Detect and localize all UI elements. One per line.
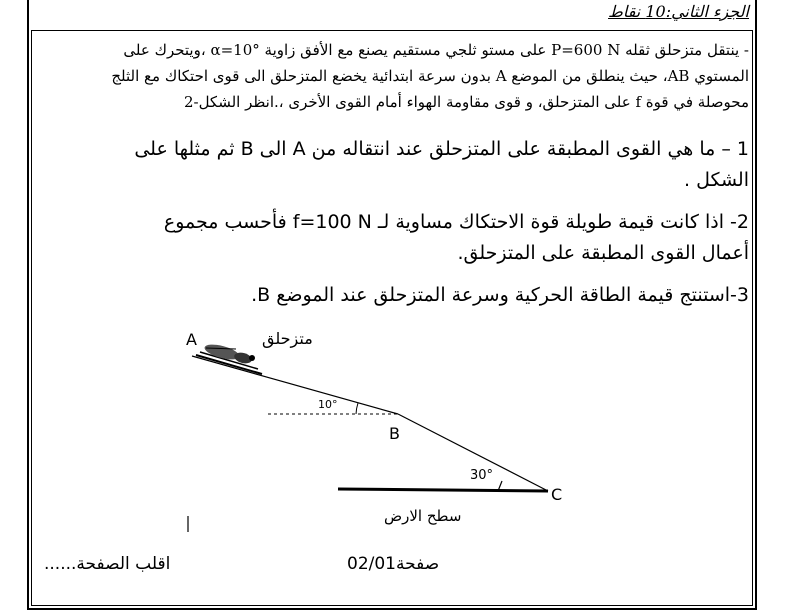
skier-icon: [196, 342, 262, 374]
angle-bc-label: 30°: [470, 468, 494, 483]
question-2-line-2: أعمال القوى المطبقة على المتزحلق.: [457, 242, 749, 264]
skier-label: متزحلق: [262, 329, 313, 348]
question-1-line-1: 1 – ما هي القوى المطبقة على المتزحلق عند انتقاله من A الى B ثم مثلها على: [134, 138, 749, 160]
point-a-label: A: [186, 330, 197, 349]
turn-page-note: اقلب الصفحة......: [44, 554, 171, 574]
angle-ab-label: 10°: [318, 398, 338, 411]
section-title-points: 10 نقاط: [608, 2, 666, 21]
ground-line: [338, 489, 548, 491]
angle-arc-ab: [356, 403, 358, 414]
point-c-label: C: [551, 485, 563, 504]
section-title-part: الجزء الثاني:: [665, 2, 749, 21]
ground-label: سطح الارض: [384, 507, 462, 525]
question-3: 3-استنتج قيمة الطاقة الحركية وسرعة المتزحلق عند الموضع B.: [251, 284, 749, 306]
point-b-label: B: [389, 424, 400, 443]
intro-line-2: المستوي AB، حيث ينطلق من الموضع A بدون سرعة ابتدائية يخضع المتزحلق الى قوى احتكاك مع الثلج: [111, 67, 749, 85]
question-1-line-2: الشكل .: [684, 169, 749, 191]
intro-line-1: - ينتقل متزحلق ثقله P=600 N على مستو ثلجي مستقيم يصنع مع الأفق زاوية α=10° ،ويتحرك على: [123, 41, 749, 59]
page-number: صفحة02/01: [347, 554, 440, 574]
question-2-line-1: 2- اذا كانت قيمة طويلة قوة الاحتكاك مساوية لـ f=100 N فأحسب مجموع: [163, 211, 749, 233]
incline-ab-line: [192, 356, 398, 414]
intro-line-3: محوصلة في قوة f على المتزحلق، و قوى مقاومة الهواء أمام القوى الأخرى ،.انظر الشكل-2: [183, 93, 749, 111]
